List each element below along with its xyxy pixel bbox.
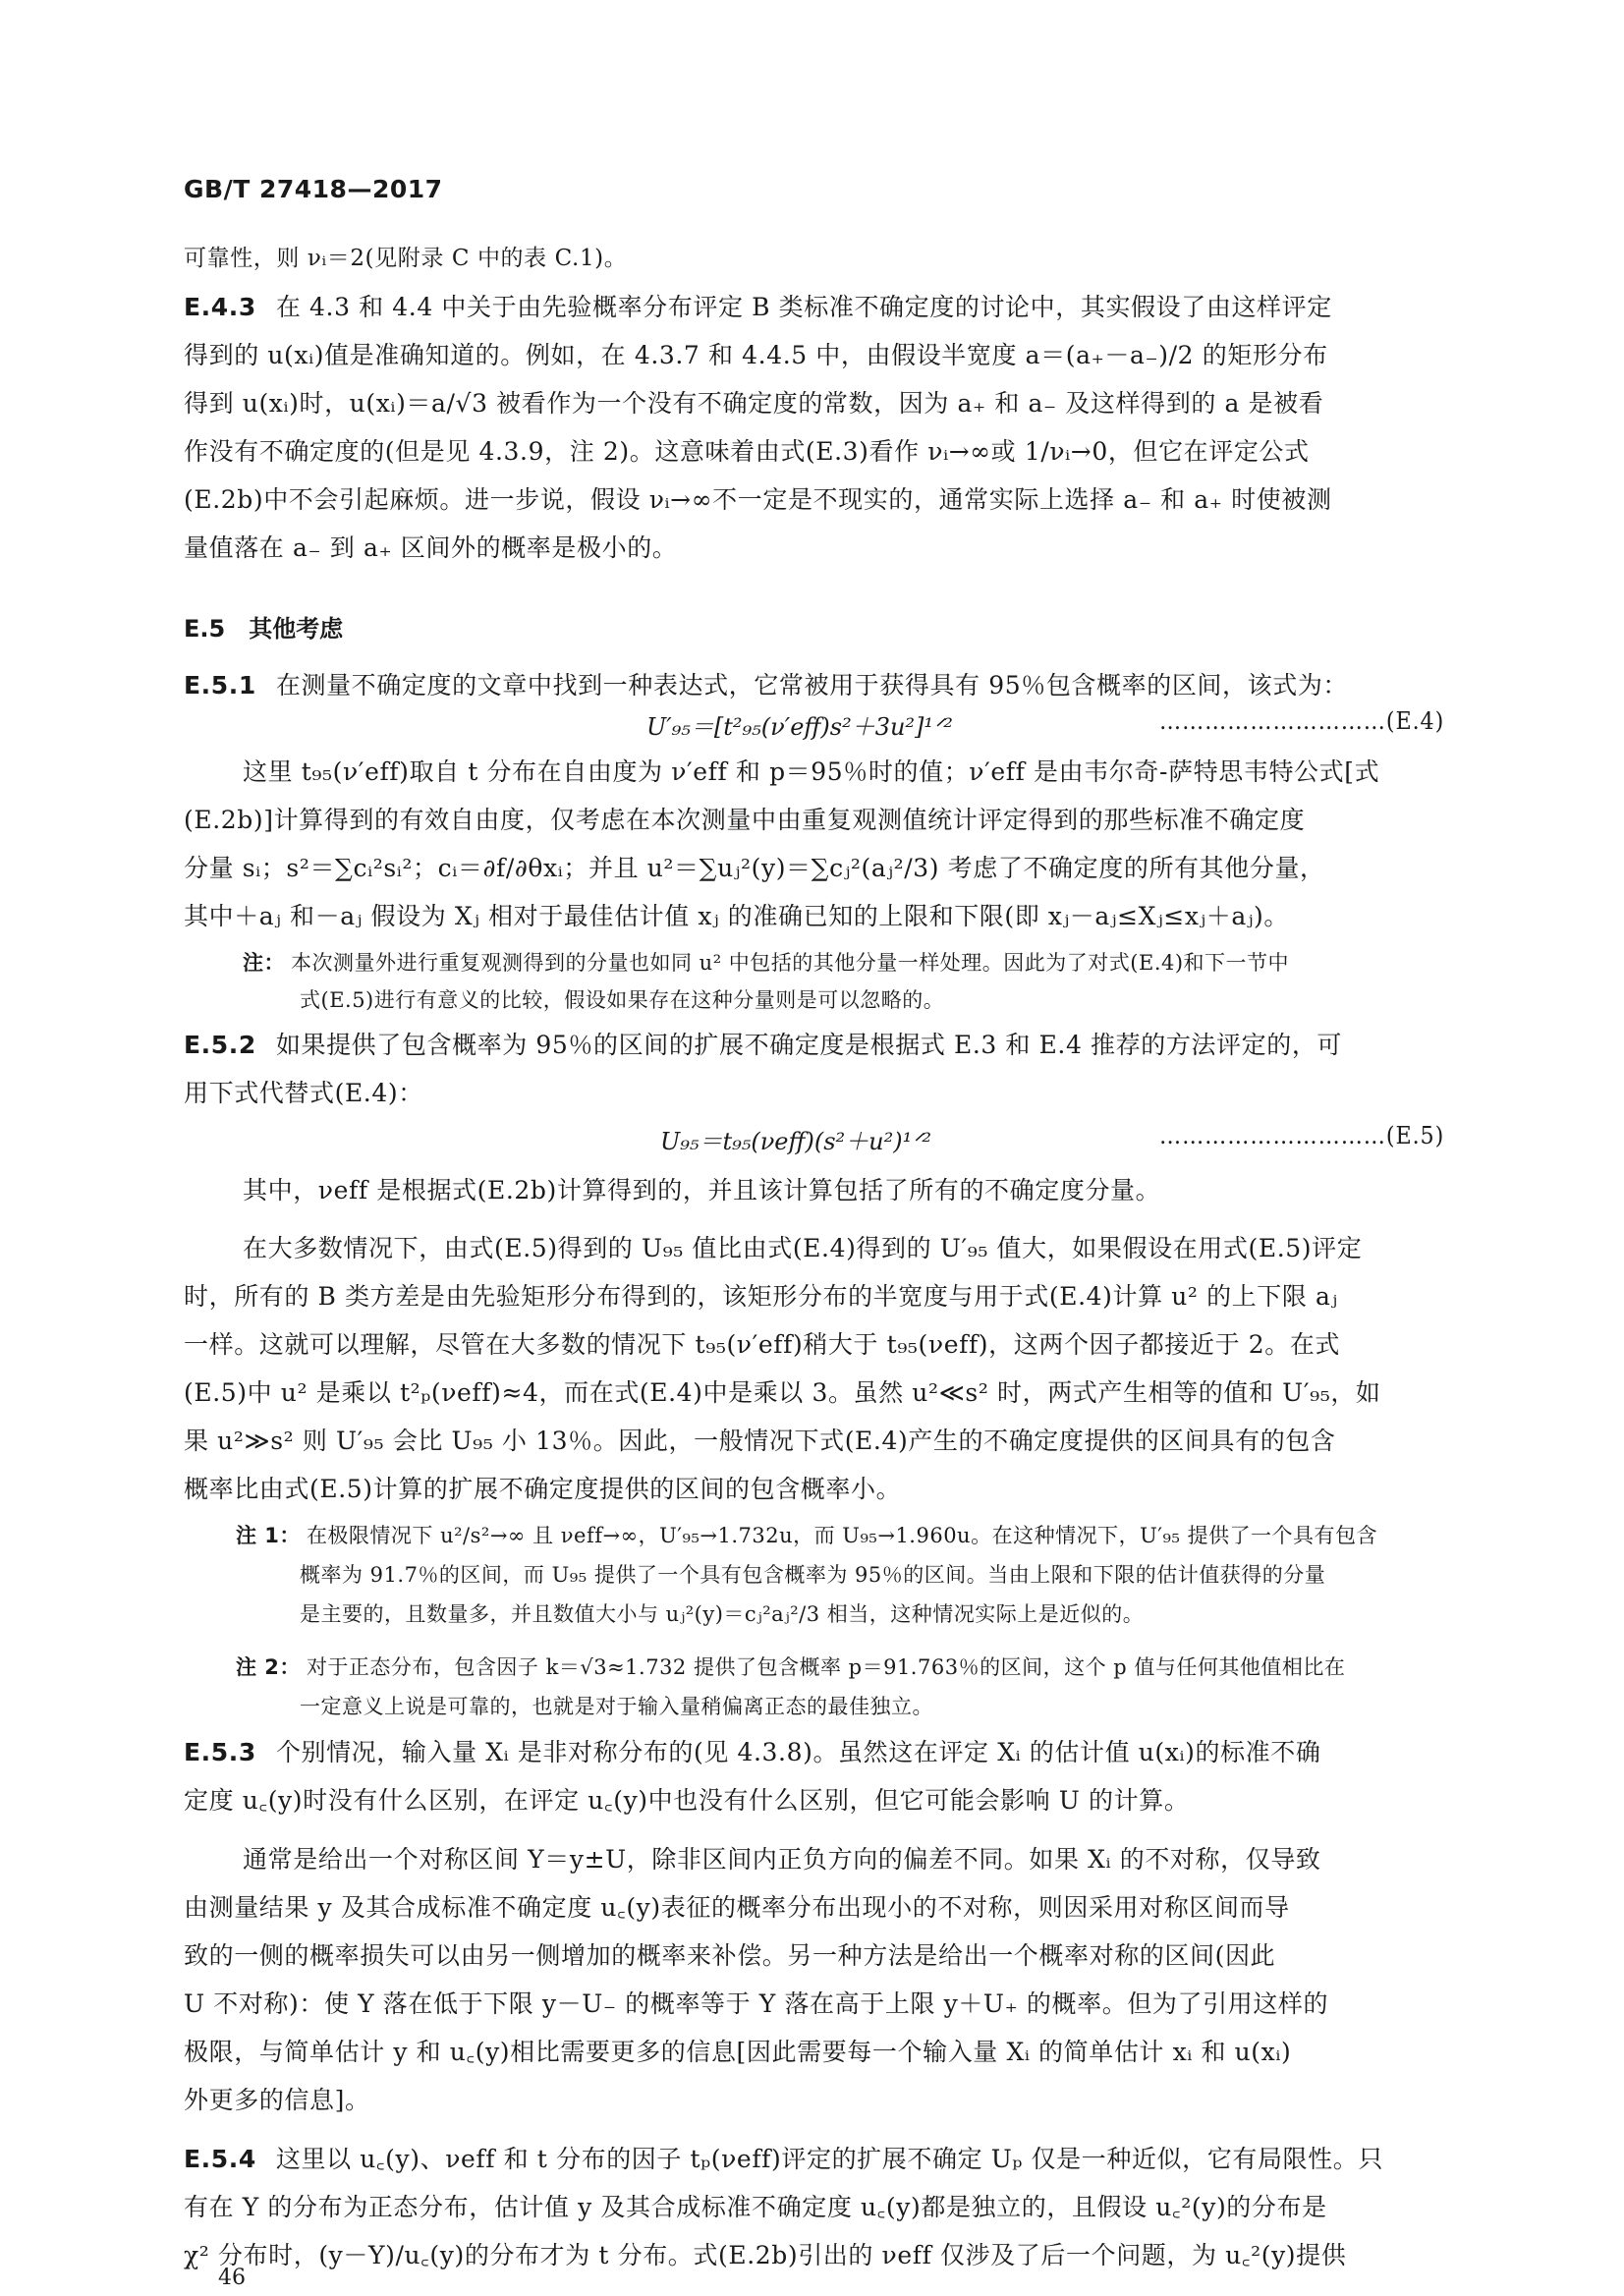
clause-e51-line — [184, 666, 1348, 701]
clause-text: 如果提供了包含概率为 95％的区间的扩展不确定度是根据式 E.3 和 E.4 推荐的方法评定的，可 — [275, 1031, 1343, 1059]
text-line: 由测量结果 y 及其合成标准不确定度 u꜀(y)表征的概率分布出现小的不对称，则因采用对称区间而导 — [184, 1893, 1290, 1922]
clause-e43-line — [184, 288, 1332, 323]
text-line: 作没有不确定度的(但是见 4.3.9，注 2)。这意味着由式(E.3)看作 νᵢ→∞或 1/νᵢ→0，但它在评定公式 — [184, 437, 1310, 466]
clause-label: E.5.2 — [184, 1031, 256, 1059]
text-line: 外更多的信息]。 — [184, 2086, 370, 2114]
clause-e52-line — [184, 1026, 1342, 1061]
clause-text: 个别情况，输入量 Xᵢ 是非对称分布的(见 4.3.8)。虽然这在评定 Xᵢ 的估计值 u(xᵢ)的标准不确 — [275, 1738, 1321, 1766]
section-title: E.5 其他考虑 — [184, 615, 344, 643]
text-line: 在大多数情况下，由式(E.5)得到的 U₉₅ 值比由式(E.4)得到的 U′₉₅ 值大，如果假设在用式(E.5)评定 — [243, 1234, 1363, 1262]
text-line: 这里 t₉₅(ν′eff)取自 t 分布在自由度为 ν′eff 和 p＝95％时的值；ν′eff 是由韦尔奇-萨特思韦特公式[式 — [243, 757, 1380, 786]
text-line: 极限，与简单估计 y 和 u꜀(y)相比需要更多的信息[因此需要每一个输入量 Xᵢ 的简单估计 xᵢ 和 u(xᵢ) — [184, 2038, 1292, 2066]
text-line: 有在 Y 的分布为正态分布，估计值 y 及其合成标准不确定度 u꜀(y)都是独立的，且假设 u꜀²(y)的分布是 — [184, 2193, 1327, 2221]
note-line: 一定意义上说是可靠的，也就是对于输入量稍偏离正态的最佳独立。 — [300, 1695, 933, 1718]
note-label: 注： — [243, 951, 285, 975]
text-line: U 不对称)：使 Y 落在低于下限 y－U₋ 的概率等于 Y 落在高于上限 y＋U₊ 的概率。但为了引用这样的 — [184, 1989, 1329, 2018]
text-line: 一样。这就可以理解，尽管在大多数的情况下 t₉₅(ν′eff)稍大于 t₉₅(νeff)，这两个因子都接近于 2。在式 — [184, 1330, 1341, 1359]
text-line: χ² 分布时，(y－Y)/u꜀(y)的分布才为 t 分布。式(E.2b)引出的 νeff 仅涉及了后一个问题，为 u꜀²(y)提供 — [184, 2241, 1347, 2269]
text-line: 通常是给出一个对称区间 Y＝y±U，除非区间内正负方向的偏差不同。如果 Xᵢ 的不对称，仅导致 — [243, 1845, 1321, 1874]
note-line — [236, 1652, 1345, 1681]
note-text: 本次测量外进行重复观测得到的分量也如同 u² 中包括的其他分量一样处理。因此为了对式(E.4)和下一节中 — [291, 951, 1290, 975]
clause-e54-line — [184, 2140, 1383, 2175]
note-text: 对于正态分布，包含因子 k＝√3≈1.732 提供了包含概率 p＝91.763％的区间，这个 p 值与任何其他值相比在 — [306, 1655, 1346, 1679]
clause-text: 在 4.3 和 4.4 中关于由先验概率分布评定 B 类标准不确定度的讨论中，其实假设了由这样评定 — [275, 293, 1332, 321]
equation-e5: U₉₅＝t₉₅(νeff)(s²＋u²)¹ᐟ² — [660, 1128, 932, 1155]
clause-text: 在测量不确定度的文章中找到一种表达式，它常被用于获得具有 95％包含概率的区间，该式为： — [275, 671, 1349, 700]
text-line: (E.5)中 u² 是乘以 t²ₚ(νeff)≈4，而在式(E.4)中是乘以 3。虽然 u²≪s² 时，两式产生相等的值和 U′₉₅，如 — [184, 1378, 1381, 1407]
text-line: 时，所有的 B 类方差是由先验矩形分布得到的，该矩形分布的半宽度与用于式(E.4)计算 u² 的上下限 aⱼ — [184, 1282, 1338, 1311]
text-line: 其中＋aⱼ 和－aⱼ 假设为 Xⱼ 相对于最佳估计值 xⱼ 的准确已知的上限和下限(即 xⱼ－aⱼ≤Xⱼ≤xⱼ＋aⱼ)。 — [184, 902, 1289, 930]
equation-number: …………………………(E.5) — [1159, 1122, 1445, 1149]
clause-label: E.5.3 — [184, 1738, 256, 1766]
equation-e4: U′₉₅＝[t²₉₅(ν′eff)s²＋3u²]¹ᐟ² — [646, 713, 953, 741]
standard-number-header: GB/T 27418—2017 — [184, 175, 443, 203]
clause-label: E.4.3 — [184, 293, 256, 321]
text-line: (E.2b)中不会引起麻烦。进一步说，假设 νᵢ→∞不一定是不现实的，通常实际上选择 a₋ 和 a₊ 时使被测 — [184, 485, 1332, 514]
note-line: 概率为 91.7％的区间，而 U₉₅ 提供了一个具有包含概率为 95％的区间。当由上限和下限的估计值获得的分量 — [300, 1563, 1326, 1587]
note-line: 是主要的，且数量多，并且数值大小与 uⱼ²(y)＝cⱼ²aⱼ²/3 相当，这种情况实际上是近似的。 — [300, 1602, 1145, 1626]
text-line: 分量 sᵢ；s²＝∑cᵢ²sᵢ²；cᵢ＝∂f/∂θxᵢ；并且 u²＝∑uⱼ²(y)＝∑cⱼ²(aⱼ²/3) 考虑了不确定度的所有其他分量， — [184, 854, 1325, 882]
page-number: 46 — [218, 2266, 246, 2290]
note-label: 注 1： — [236, 1524, 301, 1547]
note-text: 在极限情况下 u²/s²→∞ 且 νeff→∞，U′₉₅→1.732u，而 U₉₅→1.960u。在这种情况下，U′₉₅ 提供了一个具有包含 — [306, 1524, 1378, 1547]
text-line: 定度 u꜀(y)时没有什么区别，在评定 u꜀(y)中也没有什么区别，但它可能会影响 U 的计算。 — [184, 1786, 1190, 1815]
clause-label: E.5.4 — [184, 2145, 256, 2173]
text-line: 可靠性，则 νᵢ＝2(见附录 C 中的表 C.1)。 — [184, 246, 628, 271]
clause-e53-line — [184, 1733, 1320, 1768]
note-line — [243, 947, 1289, 977]
text-line: 概率比由式(E.5)计算的扩展不确定度提供的区间的包含概率小。 — [184, 1475, 902, 1503]
text-line: (E.2b)]计算得到的有效自由度，仅考虑在本次测量中由重复观测值统计评定得到的那些标准不确定度 — [184, 806, 1306, 834]
text-line: 量值落在 a₋ 到 a₊ 区间外的概率是极小的。 — [184, 533, 678, 562]
clause-label: E.5.1 — [184, 671, 256, 700]
text-line: 其中，νeff 是根据式(E.2b)计算得到的，并且该计算包括了所有的不确定度分量。 — [243, 1176, 1161, 1204]
equation-number: …………………………(E.4) — [1159, 707, 1445, 735]
text-line: 果 u²≫s² 则 U′₉₅ 会比 U₉₅ 小 13％。因此，一般情况下式(E.4)产生的不确定度提供的区间具有的包含 — [184, 1427, 1336, 1455]
note-label: 注 2： — [236, 1655, 301, 1679]
note-line — [236, 1520, 1377, 1549]
text-line: 致的一侧的概率损失可以由另一侧增加的概率来补偿。另一种方法是给出一个概率对称的区间(因此 — [184, 1941, 1276, 1970]
note-line: 式(E.5)进行有意义的比较，假设如果存在这种分量则是可以忽略的。 — [300, 988, 945, 1012]
text-line: 用下式代替式(E.4)： — [184, 1079, 423, 1107]
text-line: 得到的 u(xᵢ)值是准确知道的。例如，在 4.3.7 和 4.4.5 中，由假设半宽度 a＝(a₊－a₋)/2 的矩形分布 — [184, 341, 1328, 369]
clause-text: 这里以 u꜀(y)、νeff 和 t 分布的因子 tₚ(νeff)评定的扩展不确定 Uₚ 仅是一种近似，它有局限性。只 — [275, 2145, 1383, 2173]
text-line: 得到 u(xᵢ)时，u(xᵢ)＝a/√3 被看作为一个没有不确定度的常数，因为 a₊ 和 a₋ 及这样得到的 a 是被看 — [184, 389, 1324, 418]
